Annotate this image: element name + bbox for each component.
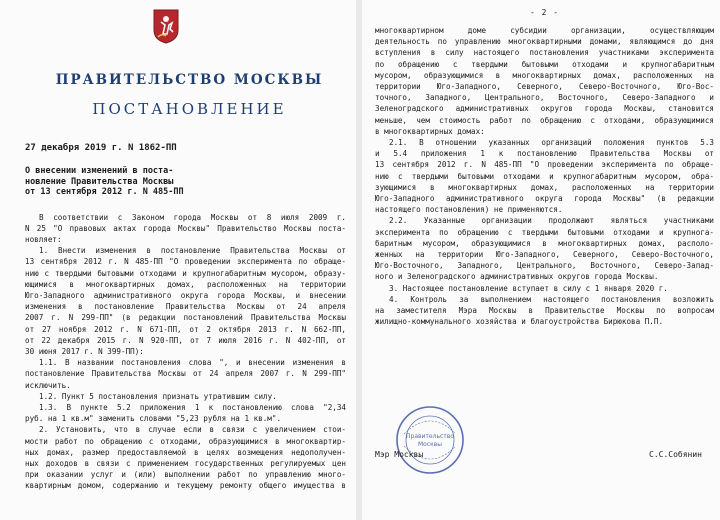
text-line: 30 июня 2017 г. N 399-ПП): [25, 346, 144, 356]
text-line: квартирным домом, содержанию и текущему ремонту общего имущества в [25, 481, 346, 491]
subject-line: от 13 сентября 2012 г. N 485-ПП [25, 187, 184, 197]
text-line: Юго-Западного административного округа города Москвы, и внесении [25, 290, 346, 300]
text-line: руб. на 1 кв.м" заменить словами "5,23 рубля на 1 кв.м". [25, 414, 282, 424]
document-page-2 [362, 0, 720, 520]
text-line: Зеленоградского административных округов города Москвы, становится [375, 104, 714, 114]
text-line: постановление Правительства Москвы от 24 апреля 2007 г. N 299-ПП" [25, 369, 346, 379]
text-line: многоквартирном доме субсидии организации, осуществляющим [375, 26, 714, 35]
decree-body-continued [375, 25, 714, 327]
text-line: N 25 "О правовых актах города Москвы" Правительство Москвы поста- [25, 223, 346, 233]
text-line: 13 сентября 2012 г. N 485-ПП "О проведении эксперимента по обраще- [25, 257, 346, 267]
text-line: территории Юго-Западного, Северного, Северо-Восточного, Юго-Вос- [375, 82, 714, 92]
text-line: вступления в силу настоящего постановления участниками эксперимента [375, 48, 714, 58]
government-title: ПРАВИТЕЛЬСТВО МОСКВЫ [55, 72, 324, 88]
text-line: мости работ по обращению с отходами, образующимися в многоквартир- [25, 436, 346, 446]
decree-date-number: 27 декабря 2019 г. N 1862-ПП [25, 143, 177, 153]
text-line: 1.3. В пункте 5.2 приложения 1 к постановлению слова "2,34 [39, 402, 346, 412]
text-line: 3. Настоящее постановление вступает в силу с 1 января 2020 г. [389, 283, 668, 293]
text-line: эксперимента по обращению с твердыми бытовыми отходами и крупнога- [375, 227, 714, 237]
text-line: на заместителя Мэра Москвы в Правительстве Москвы по вопросам [375, 306, 714, 316]
text-line: 4. Контроль за выполнением настоящего постановления возложить [389, 294, 714, 304]
text-line: точного, Западного, Центрального, Восточного, Северо-Западного и [375, 93, 714, 103]
text-line: от 22 декабря 2015 г. N 920-ПП, от 7 июля 2016 г. N 402-ПП, от [25, 335, 346, 345]
text-line: 2007 г. N 299-ПП" (в редакции постановлений Правительства Москвы [25, 313, 346, 323]
text-line: баритным мусором, образующимися в многоквартирных домах, располо- [375, 238, 714, 248]
subject-line: О внесении изменений в поста- [25, 166, 174, 176]
signatory-name: С.С.Собянин [649, 450, 702, 459]
document-type: ПОСТАНОВЛЕНИЕ [92, 100, 287, 118]
text-line: и 5.4 приложения 1 к постановлению Правительства Москвы от [375, 149, 714, 159]
text-line: от 27 ноября 2012 г. N 671-ПП, от 2 октября 2013 г. N 662-ПП, [25, 324, 346, 334]
signatory-position: Мэр Москвы [375, 450, 424, 459]
subject-line: новление Правительства Москвы [25, 176, 174, 187]
decree-body [25, 212, 346, 492]
text-line: нию с твердыми бытовыми отходами и крупногабаритным мусором, образу- [25, 268, 346, 278]
moscow-coat-of-arms-icon [152, 8, 180, 44]
stamp-text: Москвы [417, 441, 443, 448]
text-line: 13 сентября 2012 г. N 485-ПП "О проведении эксперимента по обраще- [375, 160, 714, 170]
text-line: нию с твердыми бытовыми отходами и крупногабаритным мусором, обра- [375, 171, 714, 181]
text-line: в многоквартирных домах: [375, 126, 485, 136]
text-line: Юго-Восточного, Западного, Центрального, Восточного, Северо-Запад- [375, 261, 714, 271]
text-line: 1.2. Пункт 5 постановления признать утратившим силу. [39, 391, 277, 401]
text-line: 1. Внести изменения в постановление Правительства Москвы от [39, 246, 346, 256]
text-line: деятельность по управлению многоквартирными домами, являющимся до дня [375, 37, 714, 47]
text-line: В соответствии с Законом города Москвы от 8 июля 2009 г. [39, 212, 346, 222]
decree-subject [25, 166, 346, 198]
text-line: зующимися в многоквартирных домах, расположенных на территории [375, 182, 714, 192]
text-line: новляет: [25, 234, 62, 244]
text-line: женных на территории Юго-Западного, Северного, Северо-Восточного, [375, 250, 714, 260]
text-line: ющимися в многоквартирных домах, расположенных на территории [25, 279, 346, 289]
signature-block [362, 450, 720, 464]
text-line: меньше, чем стоимость работ по обращению с отходами, образующимися [375, 115, 714, 125]
stamp-text: Правительство [406, 433, 454, 440]
text-line: ного и Зеленоградского административных округов города Москвы. [375, 272, 659, 282]
text-line: жилищно-коммунального хозяйства и благоустройства Бирюкова П.П. [375, 317, 664, 327]
official-seal-stamp [394, 404, 466, 476]
text-line: настоящего постановления) не применяются. [375, 205, 563, 215]
text-line: 2.2. Указанные организации продолжают являться участниками [389, 216, 714, 226]
text-line: ных доходов в связи с применением государственных регулируемых цен [25, 458, 346, 468]
text-line: мусором, образующимися в многоквартирных домах, расположенных на [375, 70, 714, 80]
text-line: 2. Установить, что в случае если в связи с увеличением стои- [39, 425, 346, 435]
text-line: исключить. [25, 380, 71, 390]
document-page-1 [0, 0, 356, 520]
text-line: 2.1. В отношении указанных организаций положения пунктов 5.3 [389, 138, 714, 148]
text-line: изменения в постановление Правительства Москвы от 24 апреля [25, 302, 346, 312]
text-line: Юго-Западного административного округа города Москвы" (в редакции [375, 194, 714, 204]
text-line: 1.1. В названии постановления слова ", и внесении изменения в [39, 358, 346, 368]
text-line: по обращению с твердыми бытовыми отходами и крупногабаритным [375, 59, 714, 69]
text-line: ных домах, размер предоставляемой в целях возмещения недополучен- [25, 447, 346, 457]
text-line: при оказании услуг и (или) выполнении работ по управлению много- [25, 470, 346, 480]
page-number: - 2 - [529, 8, 560, 17]
